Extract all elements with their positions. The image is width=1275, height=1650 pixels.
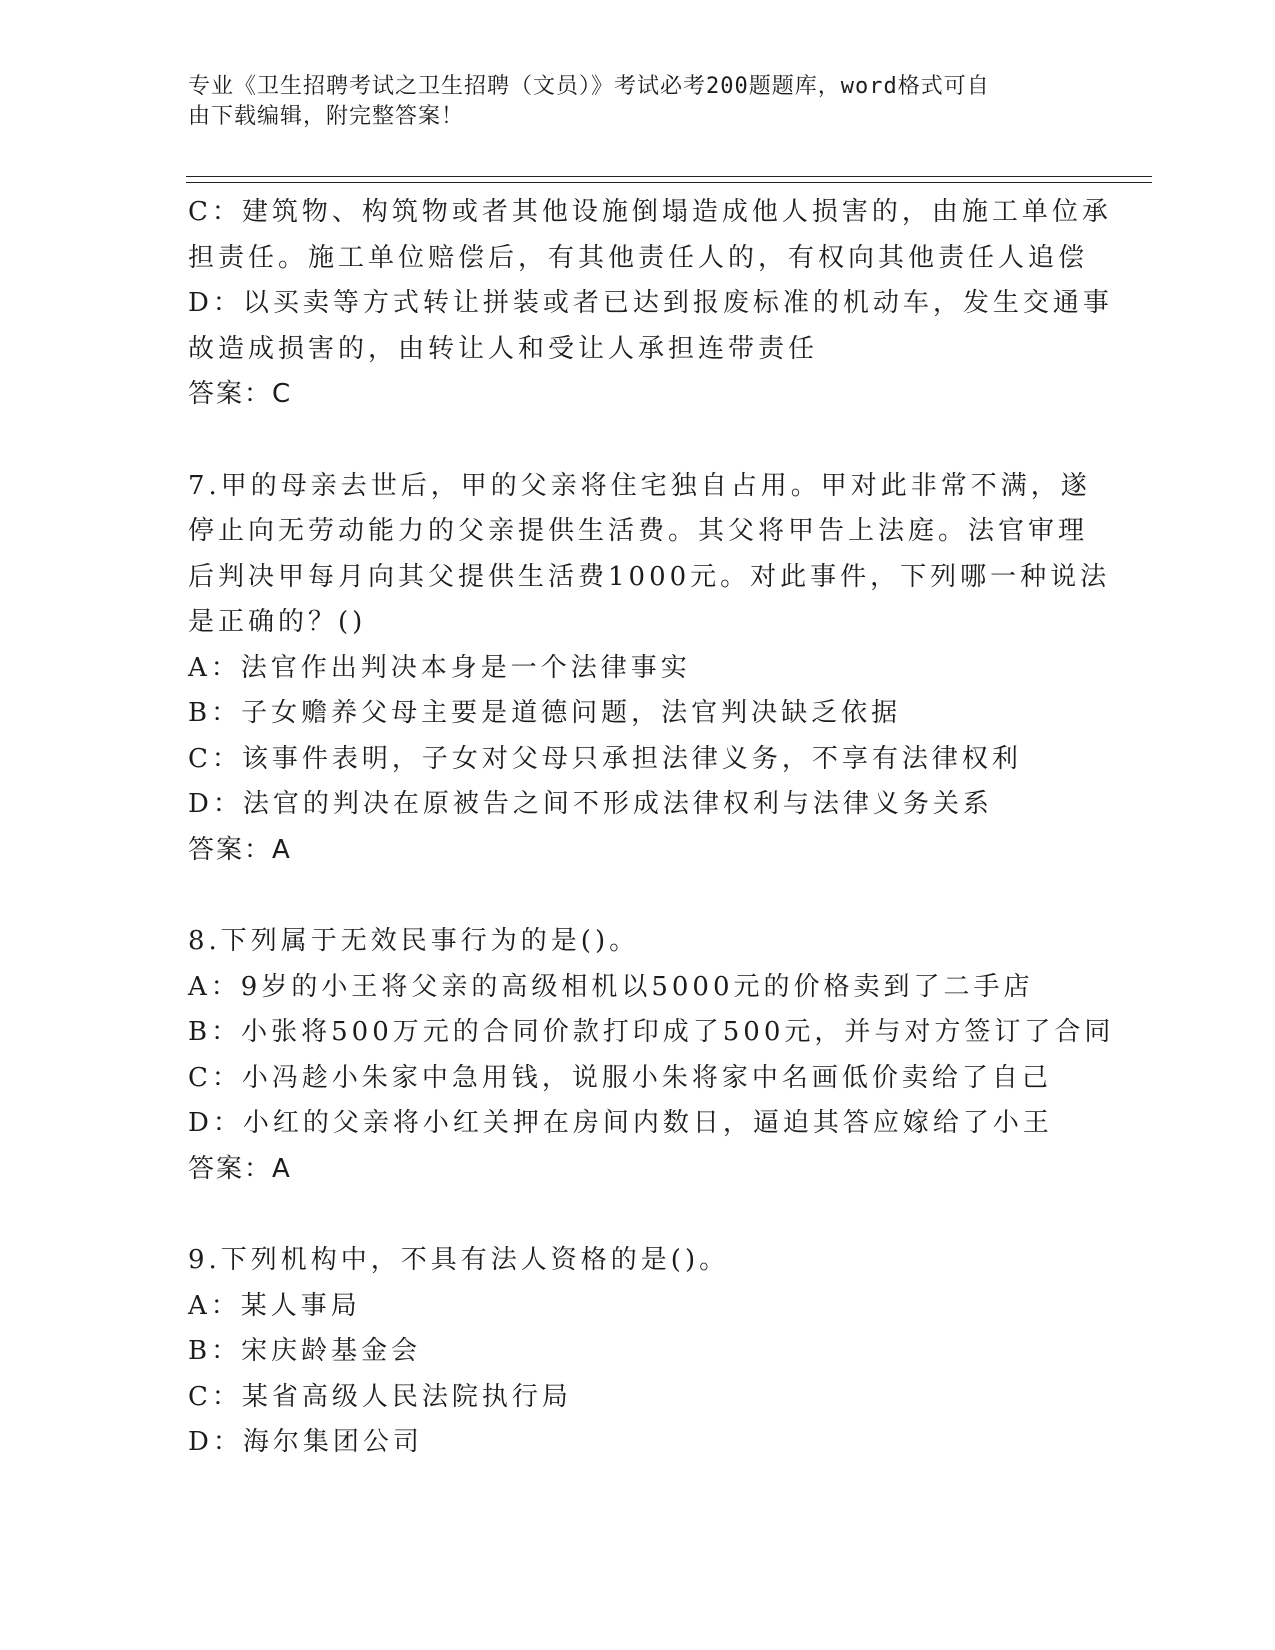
option-d: D：海尔集团公司: [188, 1427, 423, 1457]
question-9: [188, 1238, 1088, 1466]
question-stem-line-1: 7.甲的母亲去世后，甲的父亲将住宅独自占用。甲对此非常不满，遂: [188, 470, 1091, 501]
option-d-line-1: D：以买卖等方式转让拼装或者已达到报废标准的机动车，发生交通事: [188, 288, 1113, 318]
option-b: B：宋庆龄基金会: [188, 1336, 422, 1366]
question-8: [188, 919, 1115, 1192]
answer: 答案：C: [188, 379, 293, 409]
option-c: C：某省高级人民法院执行局: [188, 1381, 572, 1412]
option-d: D：法官的判决在原被告之间不形成法律权利与法律义务关系: [188, 789, 993, 819]
option-d: D：小红的父亲将小红关押在房间内数日，逼迫其答应嫁给了小王: [188, 1108, 1053, 1138]
option-a: A：9岁的小王将父亲的高级相机以5000元的价格卖到了二手店: [188, 971, 1034, 1002]
question-stem-line-2: 停止向无劳动能力的父亲提供生活费。其父将甲告上法庭。法官审理: [188, 516, 1089, 546]
option-b: B：小张将500万元的合同价款打印成了500元，并与对方签订了合同: [188, 1017, 1115, 1047]
option-c: C：小冯趁小朱家中急用钱，说服小朱将家中名画低价卖给了自己: [188, 1062, 1052, 1093]
header-rule-bottom: [186, 182, 1152, 183]
option-c-line-1: C：建筑物、构筑物或者其他设施倒塌造成他人损害的，由施工单位承: [188, 197, 1112, 227]
option-c: C：该事件表明，子女对父母只承担法律义务，不享有法律权利: [188, 743, 1022, 774]
option-a: A：某人事局: [188, 1290, 361, 1321]
answer: 答案：A: [188, 834, 292, 865]
question-stem-line-4: 是正确的？(): [188, 607, 367, 637]
question-stem: 8.下列属于无效民事行为的是()。: [188, 926, 640, 956]
option-d-line-2: 故造成损害的，由转让人和受让人承担连带责任: [188, 333, 819, 364]
document-header: [188, 72, 1068, 132]
spacer: [188, 1192, 1088, 1238]
question-7: [188, 464, 1111, 874]
question-content: [188, 190, 1115, 1466]
option-b: B：子女赡养父母主要是道德问题，法官判决缺乏依据: [188, 698, 902, 728]
question-stem-line-3: 后判决甲每月向其父提供生活费1000元。对此事件，下列哪一种说法: [188, 561, 1111, 592]
question-stem: 9.下列机构中，不具有法人资格的是()。: [188, 1245, 730, 1275]
header-rule-top: [186, 176, 1152, 177]
question-6-tail: [188, 190, 1113, 418]
header-line-1: 专业《卫生招聘考试之卫生招聘（文员）》考试必考200题题库，word格式可自: [188, 74, 990, 99]
spacer: [188, 873, 1088, 919]
option-a: A：法官作出判决本身是一个法律事实: [188, 652, 691, 683]
answer: 答案：A: [188, 1153, 292, 1184]
header-line-2: 由下载编辑，附完整答案！: [188, 104, 465, 129]
option-c-line-2: 担责任。施工单位赔偿后，有其他责任人的，有权向其他责任人追偿: [188, 242, 1089, 273]
spacer: [188, 418, 1088, 464]
